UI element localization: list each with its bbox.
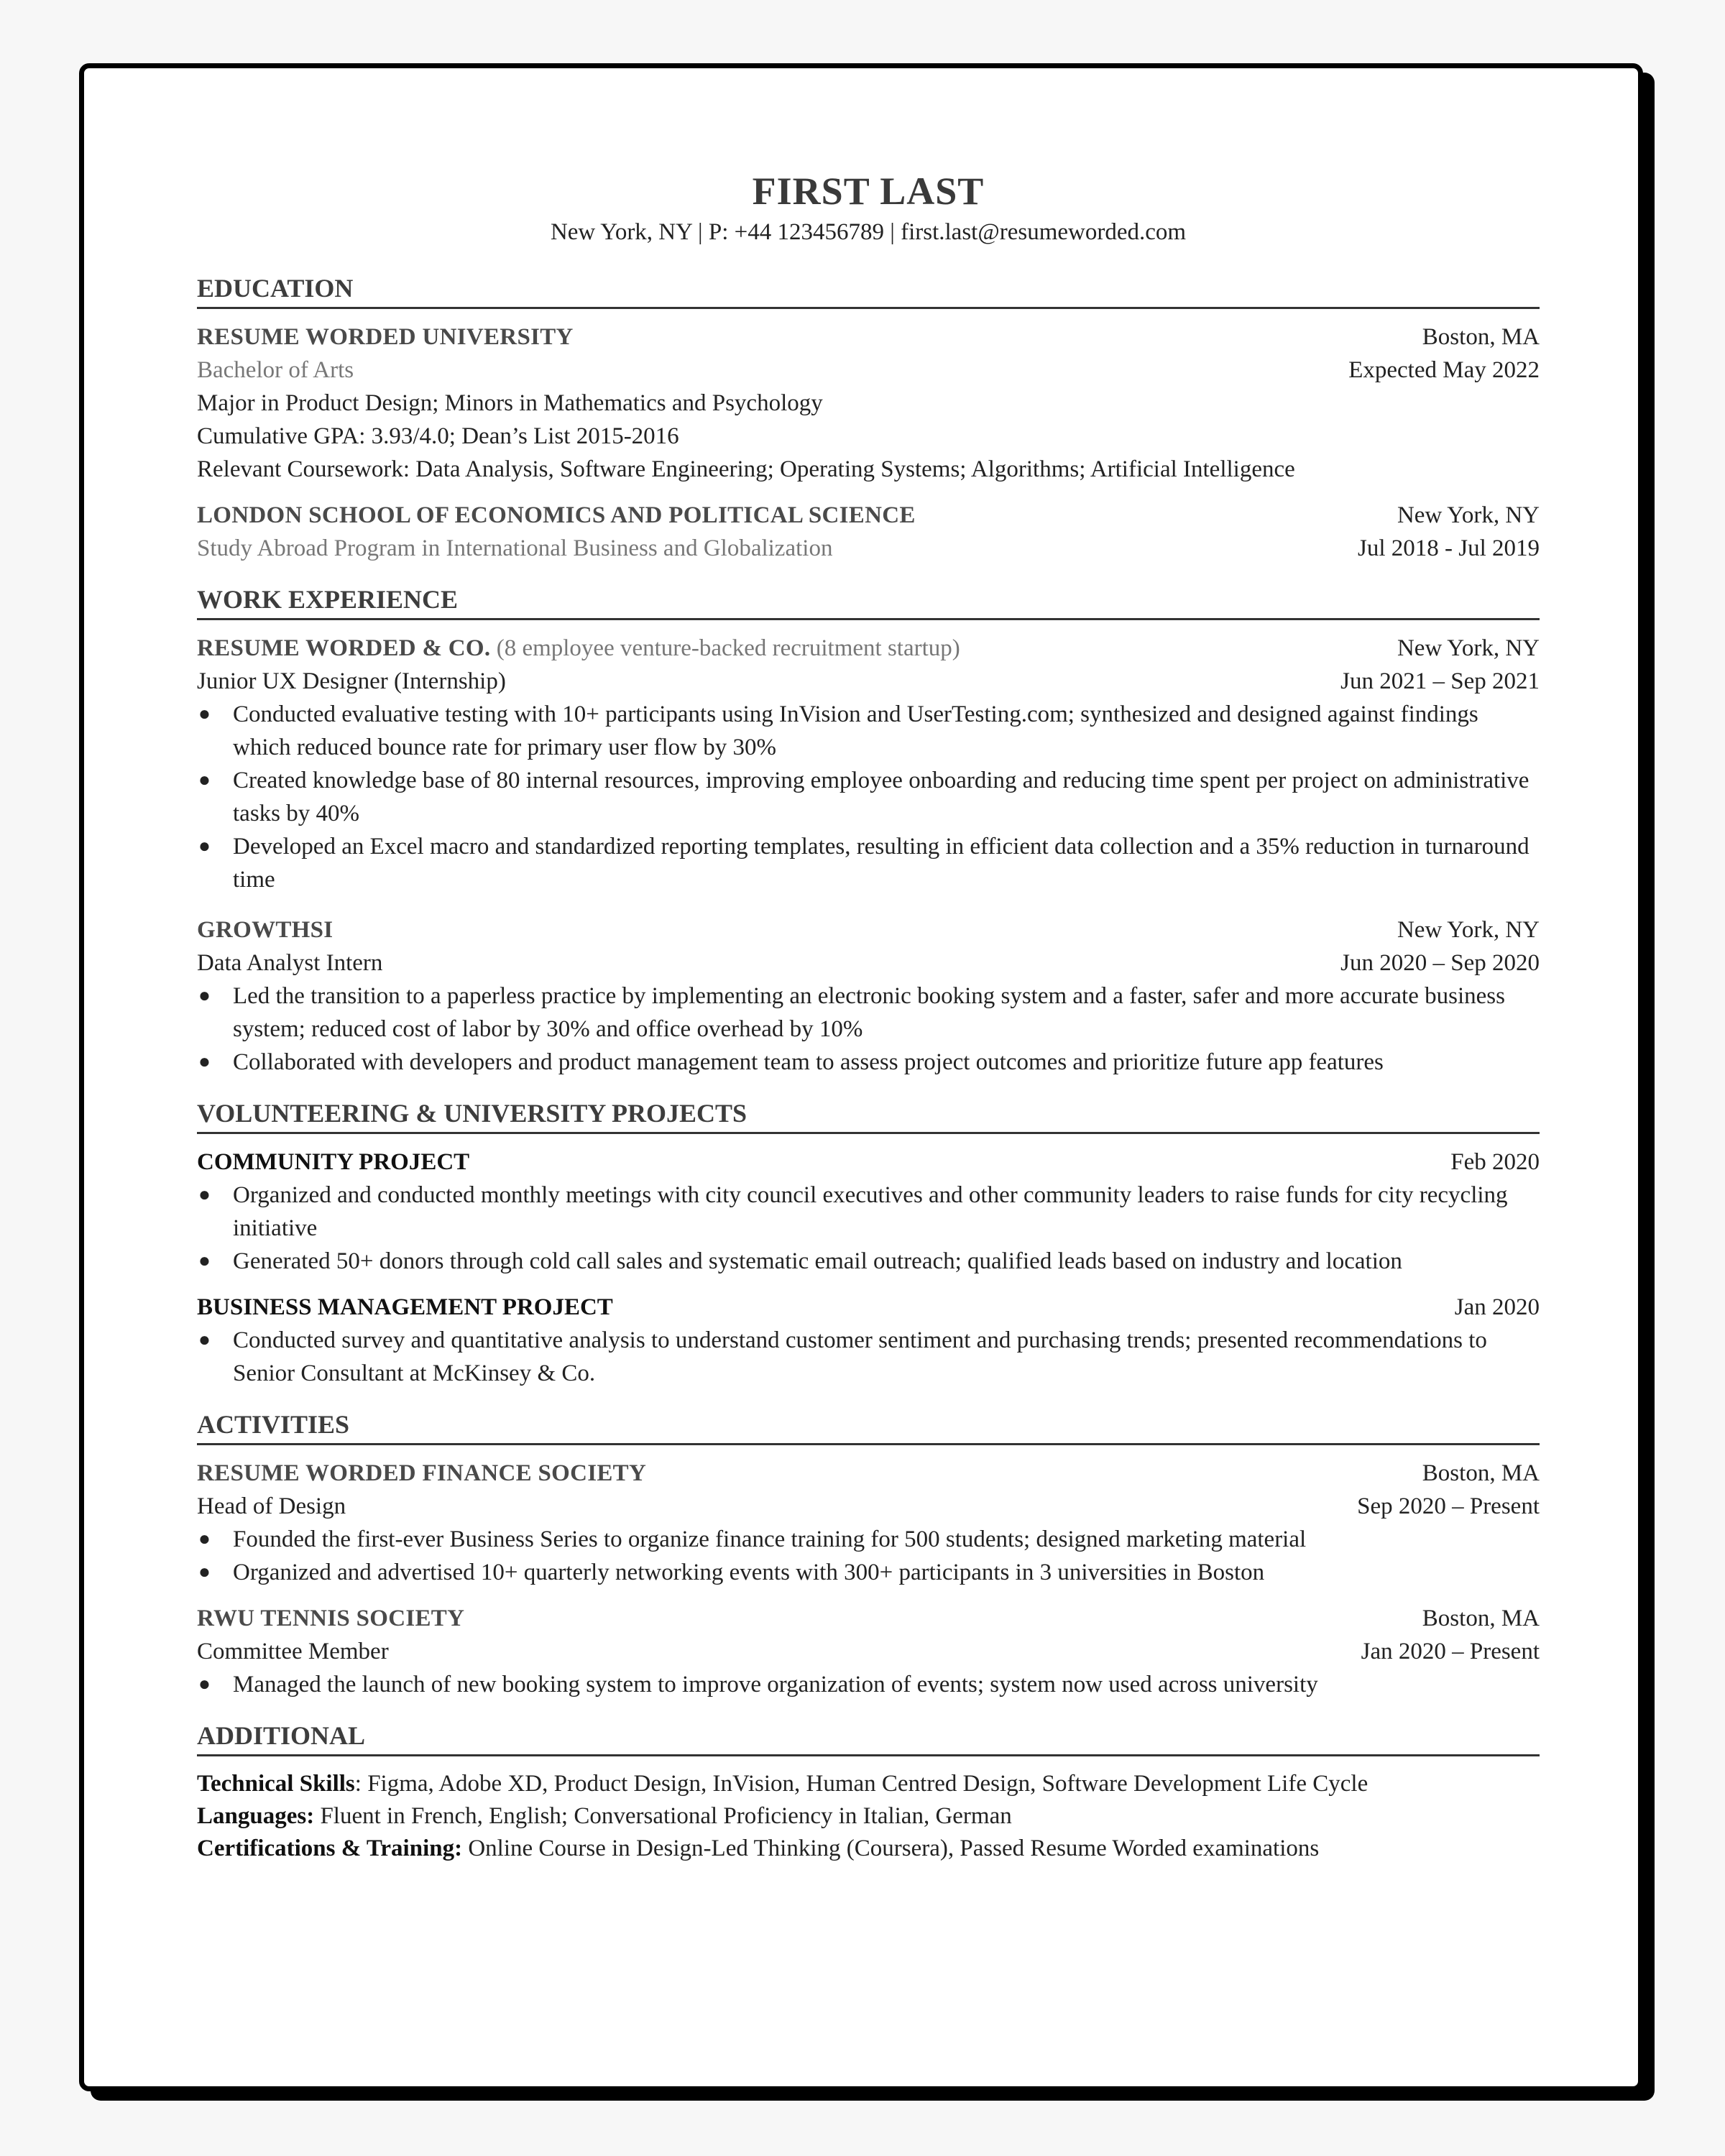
project-header-row: [197, 1291, 1540, 1324]
bullet-icon: ●: [198, 1561, 211, 1583]
bullet-icon: ●: [198, 835, 211, 857]
activity-location: Boston, MA: [1422, 1606, 1540, 1631]
work-role-row: [197, 946, 1540, 980]
skill-separator: :: [354, 1771, 368, 1797]
certifications-line: [197, 1833, 1540, 1865]
activity-bullets: [197, 1668, 1540, 1701]
degree: Study Abroad Program in International Business and Globalization: [197, 535, 833, 561]
bullet-text: Organized and advertised 10+ quarterly networking events with 300+ participants in 3 universities in Boston: [233, 1560, 1265, 1585]
project-entry: [197, 1291, 1540, 1390]
job-date: Jun 2021 – Sep 2021: [1340, 668, 1540, 694]
job-title: Data Analyst Intern: [197, 950, 383, 976]
work-section: [197, 584, 1540, 1079]
bullet-item: [197, 1523, 1540, 1556]
bullet-text: Managed the launch of new booking system to improve organization of events; system now used across university: [233, 1672, 1318, 1697]
school-location: Boston, MA: [1422, 324, 1540, 350]
bullet-text: Organized and conducted monthly meetings with city council executives and other community leaders to raise funds for city recycling initiative: [233, 1182, 1508, 1241]
work-role-row: [197, 665, 1540, 698]
volunteering-section: [197, 1097, 1540, 1390]
activity-entry: [197, 1602, 1540, 1701]
bullet-icon: ●: [198, 1250, 211, 1272]
activity-role: Committee Member: [197, 1639, 389, 1664]
education-detail: Cumulative GPA: 3.93/4.0; Dean’s List 2015-2016: [197, 423, 679, 449]
job-title: Junior UX Designer (Internship): [197, 668, 506, 694]
project-bullets: [197, 1179, 1540, 1278]
skill-value: Figma, Adobe XD, Product Design, InVision, Human Centred Design, Software Development Life Cycle: [367, 1771, 1368, 1797]
bullet-item: [197, 1668, 1540, 1701]
bullet-item: [197, 698, 1540, 764]
bullet-icon: ●: [198, 1329, 211, 1351]
activity-org: RESUME WORDED FINANCE SOCIETY: [197, 1460, 647, 1486]
bullet-text: Generated 50+ donors through cold call sales and systematic email outreach; qualified leads based on industry and location: [233, 1248, 1402, 1274]
activity-location: Boston, MA: [1422, 1460, 1540, 1486]
education-detail: Relevant Coursework: Data Analysis, Software Engineering; Operating Systems; Algorithms; Artificial Intelligence: [197, 456, 1295, 482]
school-location: New York, NY: [1397, 502, 1540, 528]
contact-line: New York, NY | P: +44 123456789 | first.last@resumeworded.com: [550, 219, 1187, 245]
bullet-icon: ●: [198, 1051, 211, 1073]
project-date: Feb 2020: [1450, 1149, 1540, 1175]
bullet-icon: ●: [198, 1673, 211, 1695]
bullet-icon: ●: [198, 1184, 211, 1206]
project-name: BUSINESS MANAGEMENT PROJECT: [197, 1294, 613, 1320]
project-bullets: [197, 1324, 1540, 1390]
education-entry: [197, 321, 1540, 486]
bullet-text: Developed an Excel macro and standardized reporting templates, resulting in efficient data collection and a 35% reduction in turnaround time: [233, 834, 1530, 893]
activity-date: Jan 2020 – Present: [1361, 1639, 1540, 1664]
resume-page: [79, 63, 1643, 2091]
school-name: RESUME WORDED UNIVERSITY: [197, 324, 574, 350]
bullet-text: Conducted survey and quantitative analysis to understand customer sentiment and purchasing trends; presented recommendations to Senior Consultant at McKinsey & Co.: [233, 1327, 1487, 1386]
section-title-work: WORK EXPERIENCE: [197, 584, 1540, 620]
work-bullets: [197, 980, 1540, 1079]
education-entry: [197, 499, 1540, 565]
education-degree-row: [197, 354, 1540, 387]
education-date: Jul 2018 - Jul 2019: [1357, 535, 1540, 561]
education-detail: Major in Product Design; Minors in Mathematics and Psychology: [197, 390, 823, 416]
activity-date: Sep 2020 – Present: [1357, 1493, 1540, 1519]
bullet-icon: ●: [198, 1528, 211, 1550]
education-date: Expected May 2022: [1348, 357, 1540, 383]
activity-org: RWU TENNIS SOCIETY: [197, 1606, 465, 1631]
activities-section: [197, 1409, 1540, 1701]
bullet-item: [197, 830, 1540, 896]
project-header-row: [197, 1146, 1540, 1179]
skill-label: Technical Skills: [197, 1771, 355, 1797]
bullet-text: Led the transition to a paperless practice by implementing an electronic booking system and a faster, safer and more accurate business system; reduced cost of labor by 30% and office overhead by 10%: [233, 983, 1505, 1042]
education-degree-row: [197, 532, 1540, 565]
bullet-item: [197, 980, 1540, 1046]
bullet-item: [197, 1179, 1540, 1245]
company-block: [197, 632, 960, 665]
section-title-volunteering: VOLUNTEERING & UNIVERSITY PROJECTS: [197, 1097, 1540, 1134]
resume-content: [197, 169, 1540, 1865]
company-note: (8 employee venture-backed recruitment startup): [496, 635, 960, 661]
bullet-text: Conducted evaluative testing with 10+ participants using InVision and UserTesting.com; synthesized and designed against findings which reduced bounce rate for primary user flow by 30%: [233, 701, 1478, 760]
company-location: New York, NY: [1397, 917, 1540, 943]
company-name: RESUME WORDED & CO.: [197, 635, 491, 661]
bullet-item: [197, 1324, 1540, 1390]
activity-bullets: [197, 1523, 1540, 1589]
activity-role-row: [197, 1490, 1540, 1523]
project-date: Jan 2020: [1454, 1294, 1540, 1320]
bullet-item: [197, 1245, 1540, 1278]
work-bullets: [197, 698, 1540, 896]
bullet-item: [197, 764, 1540, 830]
bullet-item: [197, 1046, 1540, 1079]
bullet-icon: ●: [198, 769, 211, 791]
work-entry: [197, 913, 1540, 1079]
section-title-education: EDUCATION: [197, 272, 1540, 309]
work-entry: [197, 632, 1540, 896]
activity-header-row: [197, 1457, 1540, 1490]
project-name: COMMUNITY PROJECT: [197, 1149, 470, 1175]
bullet-item: [197, 1556, 1540, 1589]
section-title-activities: ACTIVITIES: [197, 1409, 1540, 1445]
project-entry: [197, 1146, 1540, 1278]
skill-value: Online Course in Design-Led Thinking (Coursera), Passed Resume Worded examinations: [468, 1835, 1320, 1861]
skill-value: Fluent in French, English; Conversational Proficiency in Italian, German: [320, 1803, 1012, 1829]
languages-line: [197, 1800, 1540, 1833]
additional-section: [197, 1720, 1540, 1865]
activity-role: Head of Design: [197, 1493, 346, 1519]
company-name: GROWTHSI: [197, 917, 334, 943]
activity-role-row: [197, 1635, 1540, 1668]
work-header-row: [197, 632, 1540, 665]
section-title-additional: ADDITIONAL: [197, 1720, 1540, 1756]
candidate-name: FIRST LAST: [752, 170, 985, 213]
degree: Bachelor of Arts: [197, 357, 354, 383]
skill-label: Certifications & Training:: [197, 1835, 463, 1861]
activity-entry: [197, 1457, 1540, 1589]
bullet-text: Collaborated with developers and product management team to assess project outcomes and prioritize future app features: [233, 1049, 1384, 1075]
job-date: Jun 2020 – Sep 2020: [1340, 950, 1540, 976]
company-location: New York, NY: [1397, 635, 1540, 661]
education-section: [197, 272, 1540, 565]
bullet-icon: ●: [198, 703, 211, 725]
education-header-row: [197, 499, 1540, 532]
skill-label: Languages:: [197, 1803, 315, 1829]
school-name: LONDON SCHOOL OF ECONOMICS AND POLITICAL SCIENCE: [197, 502, 916, 528]
education-header-row: [197, 321, 1540, 354]
bullet-icon: ●: [198, 985, 211, 1007]
bullet-text: Founded the first-ever Business Series to organize finance training for 500 students; designed marketing material: [233, 1526, 1307, 1552]
technical-skills-line: [197, 1768, 1540, 1800]
activity-header-row: [197, 1602, 1540, 1635]
bullet-text: Created knowledge base of 80 internal resources, improving employee onboarding and reducing time spent per project on administrative tasks by 40%: [233, 768, 1530, 826]
work-header-row: [197, 913, 1540, 946]
